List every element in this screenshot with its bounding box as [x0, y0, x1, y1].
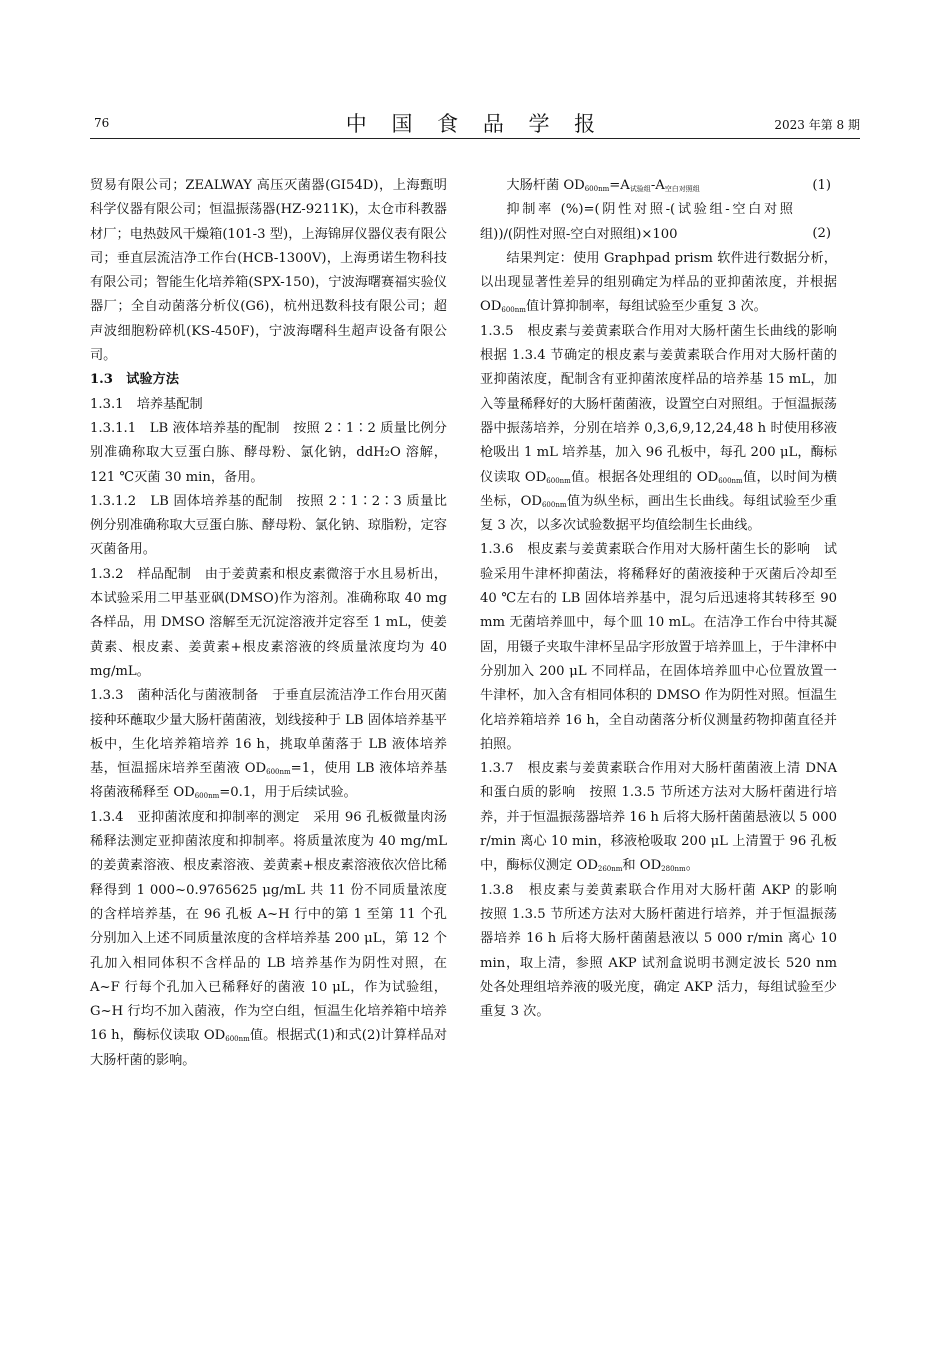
text-segment: 结果判定：使用 Graphpad prism 软件进行数据分析，以出现显著性差异的组别确定为样品的亚抑菌浓度，并根据 OD: [480, 250, 837, 315]
equation-number: (2): [812, 226, 831, 242]
od-subscript: 600nm: [584, 185, 610, 193]
text-segment: 1.3.4 亚抑菌浓度和抑制率的测定 采用 96 孔板微量肉汤稀释法测定亚抑菌浓度和抑制率。将质量浓度为 40 mg/mL 的姜黄素溶液、根皮素溶液、姜黄素+根皮素溶液依次倍比稀释得到 1 000~0.9765625 μg/mL 共 11 份不同质量浓度的含样培养基，在 96 孔板 A~H 行中的第 1 至第 11 个孔分别加入上述不同质量浓度的含样培养基 200 μL，第 12 个孔加入相同体积不含样品的 LB 培养基作为阴性对照，在 A~F 行每个孔加入已稀释好的菌液 10 μL，作为试验组，G~H 行均不加入菌液，作为空白组，恒温生化培养箱中培养 16 h，酶标仪读取 OD: [90, 809, 447, 1044]
text-segment: 值。根据式(1)和式(2)计算样品对大肠杆菌的影响。: [90, 1028, 448, 1068]
od-subscript: 260nm: [597, 865, 623, 874]
text-segment: 值计算抑制率，每组试验至少重复 3 次。: [525, 299, 767, 315]
header-rule: [90, 138, 860, 139]
result-paragraph: [480, 247, 837, 320]
od-subscript: 600nm: [501, 306, 526, 315]
equation-1: [480, 174, 837, 198]
page-number: 76: [94, 116, 110, 130]
heading-1-3: 1.3 试验方法: [90, 372, 179, 388]
journal-title: 中 国 食 品 学 报: [345, 112, 605, 136]
od-subscript: 600nm: [225, 1035, 250, 1044]
heading-1-3-1: 1.3.1 培养基配制: [90, 396, 203, 412]
paragraph-1-3-8: 1.3.8 根皮素与姜黄素联合作用对大肠杆菌 AKP 的影响 按照 1.3.5 节所述方法对大肠杆菌进行培养，并于恒温振荡器培养 16 h 后将大肠杆菌菌悬液以 5 000 r/min 离心 10 min，取上清，参照 AKP 试剂盒说明书测定波长 520 nm 处各处理组培养液的吸光度，确定 AKP 活力，每组试验至少重复 3 次。: [480, 882, 851, 1020]
running-header: [90, 108, 860, 138]
od-subscript: 600nm: [194, 792, 220, 801]
paragraph-1-3-2: 1.3.2 样品配制 由于姜黄素和根皮素微溶于水且易析出，本试验采用二甲基亚砜(DMSO)作为溶剂。准确称取 40 mg 各样品，用 DMSO 溶解至无沉淀溶液并定容至 1 mL，使姜黄素、根皮素、姜黄素+根皮素溶液的终质量浓度均为 40 mg/mL。: [90, 566, 447, 679]
paragraph-1-3-5: [480, 320, 851, 539]
right-column: [480, 174, 851, 1024]
od-subscript: 280nm: [661, 865, 686, 874]
text-segment: -A: [650, 178, 665, 193]
paragraph-1-3-4: [90, 806, 447, 1073]
paragraph-1-3-1-1: 1.3.1.1 LB 液体培养基的配制 按照 2∶1∶2 质量比例分别准确称取大豆蛋白胨、酵母粉、氯化钠，ddH₂O 溶解，121 ℃灭菌 30 min，备用。: [90, 420, 447, 485]
eq-subscript: 试验组: [629, 185, 651, 193]
supplier-paragraph: 贸易有限公司；ZEALWAY 高压灭菌器(GI54D)，上海甄明科学仪器有限公司；恒温振荡器(HZ-9211K)，太仓市科教器材厂；电热鼓风干燥箱(101-3 型)，上海锦屏仪器仪表有限公司；垂直层流洁净工作台(HCB-1300V)，上海勇诺生物科技有限公司；智能生化培养箱(SPX-150)，宁波海曙赛福实验仪器厂；全自动菌落分析仪(G6)，杭州迅数科技有限公司；超声波细胞粉碎机(KS-450F)，宁波海曙科生超声设备有限公司。: [90, 178, 447, 364]
equation-2: [480, 198, 837, 247]
paragraph-1-3-7: [480, 757, 837, 878]
text-segment: 值为纵坐标，画出生长曲线。每组试验至少重复 3 次，以多次试验数据平均值绘制生长曲线。: [480, 493, 837, 534]
eq-subscript: 空白对照组: [664, 185, 700, 193]
text-segment: =A: [609, 178, 630, 193]
text-segment: 值，以时间为横坐标，OD: [480, 469, 838, 509]
paragraph-1-3-3: [90, 684, 447, 805]
text-segment: 大肠杆菌 OD: [506, 178, 585, 193]
text-segment: 1.3.7 根皮素与姜黄素联合作用对大肠杆菌菌液上清 DNA 和蛋白质的影响 按照 1.3.5 节所述方法对大肠杆菌进行培养，并于恒温振荡器培养 16 h 后将大肠杆菌菌悬液以 5 000 r/min 离心 10 min，移液枪吸取 200 μL 上清置于 96 孔板中，酶标仪测定 OD: [480, 761, 837, 874]
od-subscript: 600nm: [546, 476, 571, 485]
equation-number: (1): [812, 178, 831, 193]
od-subscript: 600nm: [541, 500, 567, 509]
text-segment: =0.1，用于后续试验。: [219, 785, 357, 801]
od-subscript: 600nm: [718, 476, 743, 485]
od-subscript: 600nm: [266, 768, 291, 777]
text-segment: 抑制率 (%)=(阴性对照-(试验组-空白对照组))/(阴性对照-空白对照组)×100: [480, 202, 793, 242]
paragraph-1-3-1-2: 1.3.1.2 LB 固体培养基的配制 按照 2∶1∶2∶3 质量比例分别准确称取大豆蛋白胨、酵母粉、氯化钠、琼脂粉，定容灭菌备用。: [90, 493, 447, 558]
text-segment: =1，使用 LB 液体培养基将菌液稀释至 OD: [90, 761, 448, 801]
paragraph-1-3-6: 1.3.6 根皮素与姜黄素联合作用对大肠杆菌生长的影响 试验采用牛津杯抑菌法，将稀释好的菌液接种于灭菌后冷却至 40 ℃左右的 LB 固体培养基中，混匀后迅速将其转移至 90 mm 无菌培养皿中，每个皿 10 mL。在洁净工作台中待其凝固，用镊子夹取牛津杯呈品字形放置于培养皿上，于牛津杯中分别加入 200 μL 不同样品，在固体培养皿中心位置放置一牛津杯，加入含有相同体积的 DMSO 作为阴性对照。恒温生化培养箱培养 16 h，全自动菌落分析仪测量药物抑菌直径并拍照。: [480, 542, 837, 752]
text-segment: 。: [685, 858, 699, 874]
text-segment: 1.3.5 根皮素与姜黄素联合作用对大肠杆菌生长曲线的影响 根据 1.3.4 节确定的根皮素与姜黄素联合作用对大肠杆菌的亚抑菌浓度，配制含有亚抑菌浓度样品的培养基 15 mL，加入等量稀释好的大肠杆菌菌液，设置空白对照组。于恒温振荡器中振荡培养，分别在培养 0,3,6,9,12,24,48 h 时使用移液枪吸出 1 mL 培养基，加入 96 孔板中，每孔 200 μL，酶标仪读取 OD: [480, 323, 851, 485]
text-segment: 值。根据各处理组的 OD: [570, 469, 719, 485]
text-segment: 1.3.3 菌种活化与菌液制备 于垂直层流洁净工作台用灭菌接种环蘸取少量大肠杆菌菌液，划线接种于 LB 固体培养基平板中，生化培养箱培养 16 h，挑取单菌落于 LB 液体培养基，恒温摇床培养至菌液 OD: [90, 688, 447, 777]
left-column: [90, 174, 447, 1073]
issue-label: 2023 年第 8 期: [774, 118, 860, 132]
text-segment: 和 OD: [622, 858, 662, 874]
